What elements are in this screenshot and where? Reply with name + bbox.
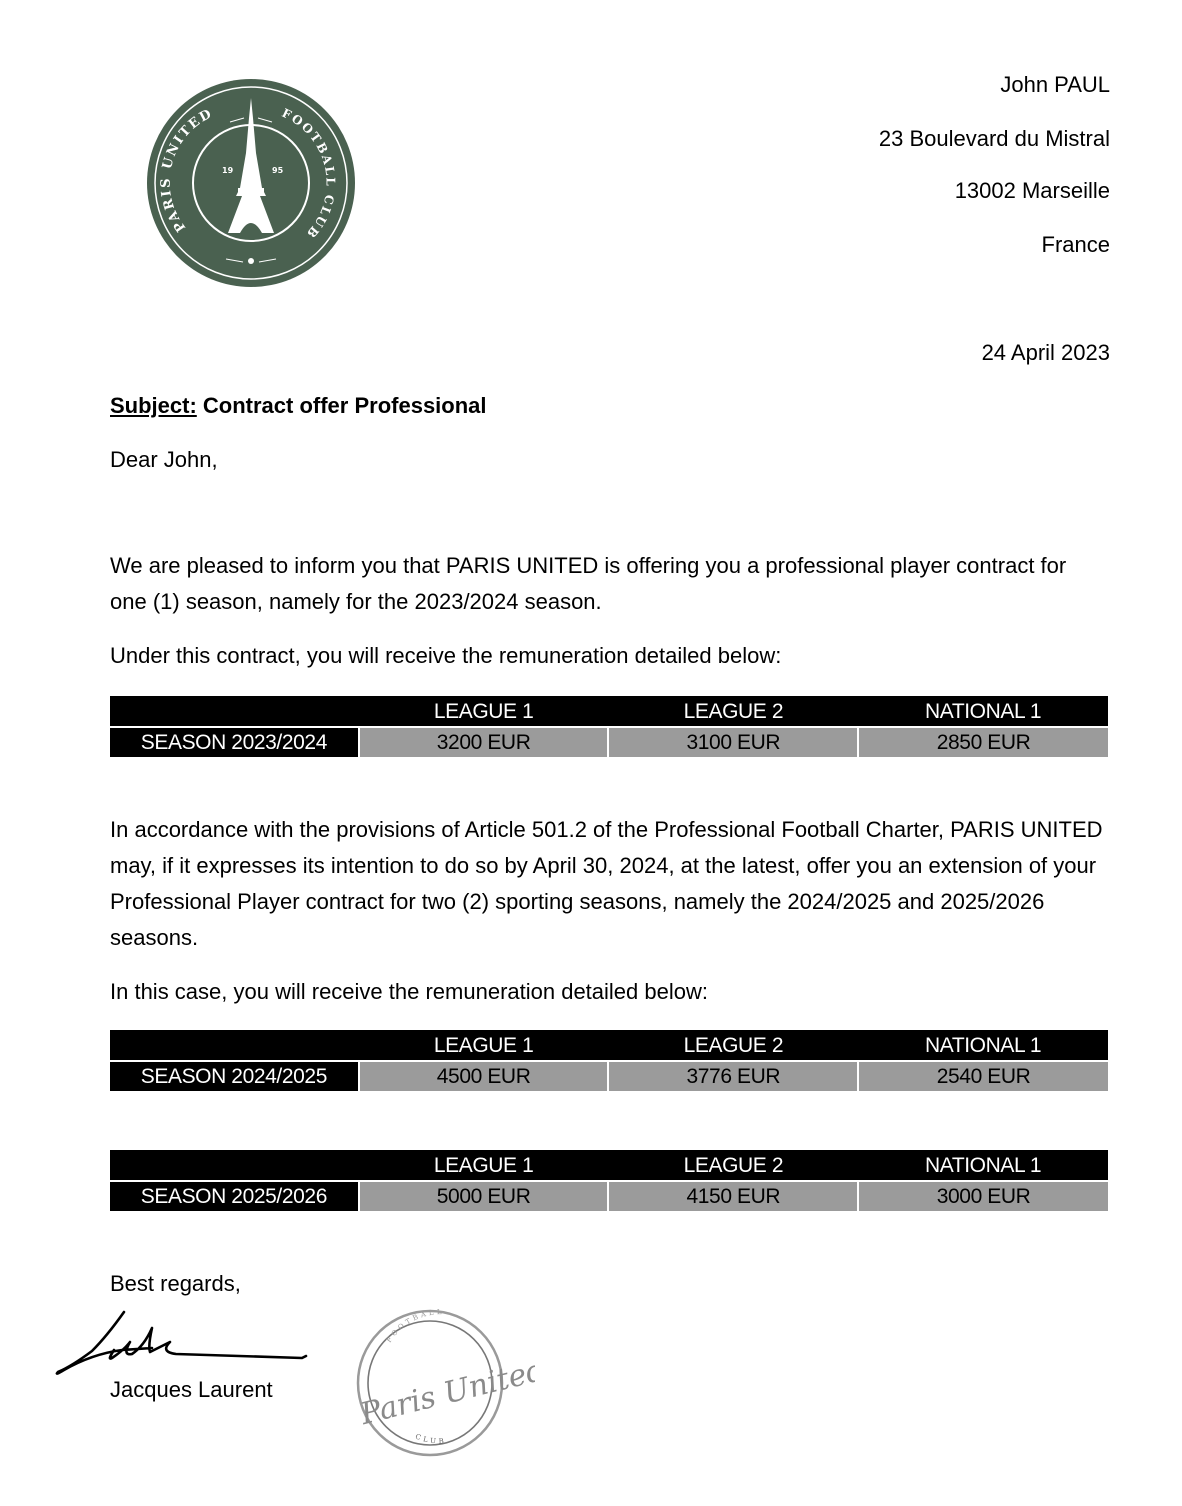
svg-text:95: 95 <box>272 166 284 175</box>
table-row <box>110 727 1108 757</box>
svg-text:FOOTBALL: FOOTBALL <box>384 1308 445 1345</box>
remuneration-table-2024-2025 <box>110 1030 1108 1091</box>
season-label: SEASON 2023/2024 <box>110 727 359 757</box>
header-cell: NATIONAL 1 <box>858 1150 1108 1181</box>
value-cell: 5000 EUR <box>359 1181 609 1211</box>
value-cell: 3100 EUR <box>608 727 858 757</box>
header-cell: NATIONAL 1 <box>858 1030 1108 1061</box>
closing-regards: Best regards, <box>110 1271 241 1296</box>
recipient-street: 23 Boulevard du Mistral <box>878 126 1110 151</box>
header-cell <box>110 1150 359 1181</box>
header-cell <box>110 1030 359 1061</box>
signatory-name: Jacques Laurent <box>110 1377 273 1402</box>
table-row <box>110 1061 1108 1091</box>
club-stamp <box>345 1288 535 1468</box>
intro-paragraph: We are pleased to inform you that PARIS UNITED is offering you a professional player contract for one (1) season, namely for the 2023/2024 season. <box>110 553 1067 614</box>
header-cell: LEAGUE 1 <box>359 1150 609 1181</box>
salutation: Dear John, <box>110 447 218 472</box>
recipient-name: John PAUL <box>1000 72 1110 97</box>
subject-label: Subject: <box>110 393 197 418</box>
value-cell: 3776 EUR <box>608 1061 858 1091</box>
subject-line <box>110 388 1110 424</box>
value-cell: 3200 EUR <box>359 727 609 757</box>
header-cell: LEAGUE 1 <box>359 1030 609 1061</box>
header-cell: LEAGUE 1 <box>359 696 609 727</box>
recipient-city: 13002 Marseille <box>954 178 1110 203</box>
table-row <box>110 1181 1108 1211</box>
svg-text:CLUB: CLUB <box>414 1432 448 1446</box>
header-cell <box>110 696 359 727</box>
extension-remuneration-intro: In this case, you will receive the remuneration detailed below: <box>110 979 708 1004</box>
svg-text:PARIS UNITED: PARIS UNITED <box>158 105 216 235</box>
svg-text:19: 19 <box>222 166 234 175</box>
stamp-icon <box>345 1288 535 1468</box>
eiffel-tower-icon <box>146 78 356 288</box>
header-cell: LEAGUE 2 <box>608 696 858 727</box>
season-label: SEASON 2024/2025 <box>110 1061 359 1091</box>
svg-text:Paris United: Paris United <box>357 1352 535 1433</box>
value-cell: 4150 EUR <box>608 1181 858 1211</box>
remuneration-table-2025-2026 <box>110 1150 1108 1211</box>
extension-paragraph: In accordance with the provisions of Article 501.2 of the Professional Football Charter, PARIS UNITED may, if it expresses its intention to do so by April 30, 2024, at the latest, offer you an extension of your Professional Player contract for two (2) sporting seasons, namely the 2024/2025 and 2025/2026 seasons. <box>110 817 1103 950</box>
recipient-country: France <box>1041 232 1110 257</box>
header-cell: LEAGUE 2 <box>608 1030 858 1061</box>
table-header-row <box>110 1030 1108 1061</box>
value-cell: 2540 EUR <box>858 1061 1108 1091</box>
value-cell: 4500 EUR <box>359 1061 609 1091</box>
remuneration-intro: Under this contract, you will receive the remuneration detailed below: <box>110 643 782 668</box>
subject-text: Contract offer Professional <box>196 393 487 418</box>
remuneration-table-2023-2024 <box>110 696 1108 757</box>
header-cell: NATIONAL 1 <box>858 696 1108 727</box>
value-cell: 3000 EUR <box>858 1181 1108 1211</box>
letter-date: 24 April 2023 <box>981 340 1110 365</box>
season-label: SEASON 2025/2026 <box>110 1181 359 1211</box>
table-header-row <box>110 696 1108 727</box>
svg-text:FOOTBALL CLUB: FOOTBALL CLUB <box>279 105 338 242</box>
value-cell: 2850 EUR <box>858 727 1108 757</box>
club-logo <box>146 78 356 288</box>
table-header-row <box>110 1150 1108 1181</box>
header-cell: LEAGUE 2 <box>608 1150 858 1181</box>
